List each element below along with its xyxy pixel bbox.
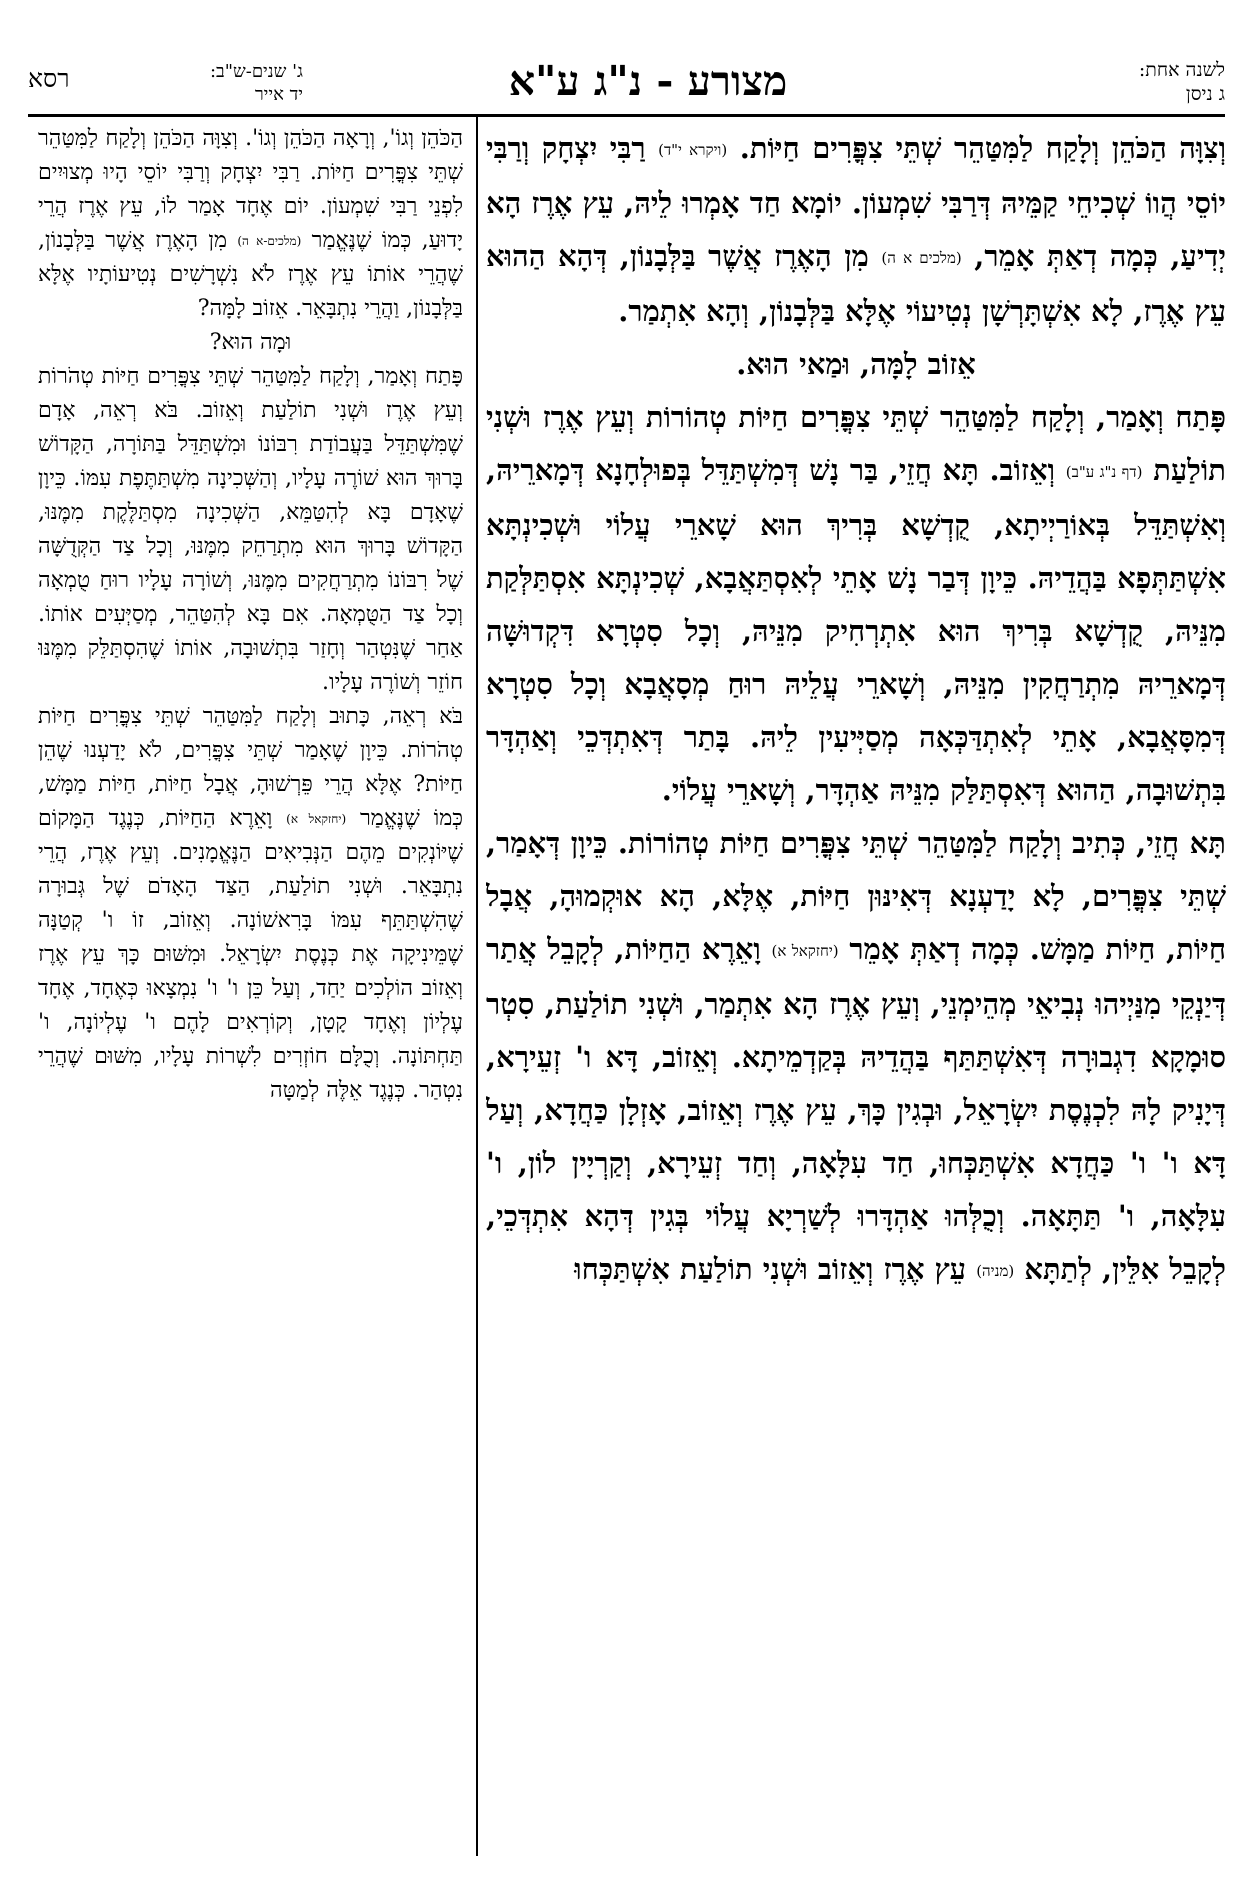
source-reference: (מלכים-א ה) [237, 234, 302, 248]
source-reference: (יחזקאל א) [771, 942, 839, 960]
study-schedule-one-year [1005, 58, 1225, 106]
column-divider [476, 116, 478, 1856]
main-text: פָּתַח וְאָמַר, וְלָקַח לַמִּטַּהֵר שְׁתֵּי צִפֳּרִים חַיּוֹת טְהוֹרוֹת וְעֵץ אֶרֶז וּשְׁנִי תוֹלַעַת [486, 400, 1226, 487]
side-column-hebrew-translation [38, 122, 463, 1867]
side-text: בֹּא רְאֵה, כָּתוּב וְלָקַח לַמִּטַּהֵר שְׁתֵּי צִפֳּרִים חַיּוֹת טְהֹרוֹת. כֵּיוָן שֶׁאָמַר שְׁתֵּי צִפֳּרִים, לֹא יָדַעְנוּ שֶׁהֵן חַיּוֹת? אֶלָּא הֲרֵי פֵּרְשׁוּהָ, אֲבָל חַיּוֹת, חַיּוֹת מַמָּשׁ, כְּמוֹ שֶׁנֶּאֱמַר [38, 704, 463, 831]
source-reference: (מלכים א ה) [881, 249, 962, 267]
three-year-schedule [123, 60, 303, 106]
main-text: וְצִוָּה הַכֹּהֵן וְלָקַח לַמִּטַּהֵר שְׁתֵּי צִפֳּרִים חַיּוֹת. [739, 131, 1226, 165]
side-paragraph-4 [38, 700, 463, 1108]
main-text: עֵץ אֶרֶז וְאֵזוֹב וּשְׁנִי תוֹלַעַת אִשְׁתַּכְּחוּ [574, 1252, 967, 1286]
folio-reference: (דף נ"ג ע"ב) [1065, 463, 1143, 481]
source-reference: (יחזקאל א) [286, 812, 347, 826]
side-text: מִן הָאֶרֶז אֲשֶׁר בַּלְּבָנוֹן, שֶׁהֲרֵי אוֹתוֹ עֵץ אֶרֶז לֹא נִשְׁרָשִׁים נְטִיעוֹתָיו אֶלָּא בַּלְּבָנוֹן, וַהֲרֵי נִתְבָּאֵר. אֵזוֹב לָמָּה? [38, 228, 463, 321]
main-paragraph-3 [486, 391, 1226, 817]
page-header [28, 52, 1225, 112]
schedule-label: לשנה אחת: [1138, 59, 1225, 81]
side-paragraph-1 [38, 122, 463, 326]
side-paragraph-2: וּמָה הוּא? [209, 330, 292, 355]
header-rule [28, 114, 1225, 117]
main-text: וָאֵרֶא הַחַיּוֹת, לְקָבֵל אֲתַר דְּיַנְקֵי מִנַּיְיהוּ נְבִיאֵי מְהֵימְנֵי, וְעֵץ אֶרֶז הָא אִתְמַר, וּשְׁנִי תוֹלַעַת, סִטְר סוּמָקָא דִגְבוּרָה דְּאִשְׁתַּתַּף בַּהֲדֵיהּ בְּקַדְמֵיתָא. וְאֵזוֹב, דָּא ו' זְעֵירָא, דְּיָנִיק לָהּ לִכְנֶסֶת יִשְׂרָאֵל, וּבְגִין כָּךְ, עֵץ אֶרֶז וְאֵזוֹב, אָזְלָן כַּחֲדָא, וְעַל דָּא ו' ו' כַּחֲדָא אִשְׁתַּכְּחוּ, חַד עִלָּאָה, וְחַד זְעֵירָא, וְקַרְיָין לוֹן, ו' עִלָּאָה, ו' תַּתָּאָה. וְכֻלְּהוּ אַהְדָּרוּ לְשַׁרְיָא עֲלוֹי בְּגִין דְּהָא אִתְדְּכֵי, לְקָבֵל אִלֵּין, לְתַתָּא [486, 932, 1226, 1286]
main-text: מִן הָאֶרֶז אֲשֶׁר בַּלְּבָנוֹן, דְּהָא הַהוּא עֵץ אֶרֶז, לָא אִשְׁתָּרְשָׁן נְטִיעוֹי אֶלָּא בַּלְּבָנוֹן, וְהָא אִתְמַר. [486, 239, 1226, 328]
side-text: וָאֵרֶא הַחַיּוֹת, כְּנֶגֶד הַמָּקוֹם שֶׁיּוֹנְקִים מֵהֶם הַנְּבִיאִים הַנֶּאֱמָנִים. וְעֵץ אֶרֶז, הֲרֵי נִתְבָּאֵר. וּשְׁנִי תוֹלַעַת, הַצַּד הָאָדֹם שֶׁל גְּבוּרָה שֶׁהִשְׁתַּתֵּף עִמּוֹ בָּרִאשׁוֹנָה. וְאֵזוֹב, זוֹ ו' קְטַנָּה שֶׁמֵּינִיקָה אֶת כְּנֶסֶת יִשְׂרָאֵל. וּמִשּׁוּם כָּךְ עֵץ אֶרֶז וְאֵזוֹב הוֹלְכִים יַחַד, וְעַל כֵּן ו' ו' נִמְצָאוּ כְּאֶחָד, אֶחָד עֶלְיוֹן וְאֶחָד קָטָן, וְקוֹרְאִים לָהֶם ו' עֶלְיוֹנָה, ו' תַּחְתּוֹנָה. וְכֻלָּם חוֹזְרִים לִשְׁרוֹת עָלָיו, מִשּׁוּם שֶׁהֲרֵי נִטְהַר. כְּנֶגֶד אֵלֶּה לְמַטָּה [38, 806, 463, 1103]
textual-variant: (מניה) [976, 1262, 1015, 1280]
main-paragraph-4 [486, 817, 1226, 1298]
side-paragraph-3: פָּתַח וְאָמַר, וְלָקַח לַמִּטַּהֵר שְׁתֵּי צִפֳּרִים חַיּוֹת טְהֹרוֹת וְעֵץ אֶרֶז וּשְׁנִי תוֹלַעַת וְאֵזוֹב. בֹּא רְאֵה, אָדָם שֶׁמִּשְׁתַּדֵּל בַּעֲבוֹדַת רִבּוֹנוֹ וּמִשְׁתַּדֵּל בַּתּוֹרָה, הַקָּדוֹשׁ בָּרוּךְ הוּא שׁוֹרֶה עָלָיו, וְהַשְּׁכִינָה מִשְׁתַּתֶּפֶת עִמּוֹ. כֵּיוָן שֶׁאָדָם בָּא לְהִטַּמֵּא, הַשְּׁכִינָה מִסְתַּלֶּקֶת מִמֶּנּוּ, הַקָּדוֹשׁ בָּרוּךְ הוּא מִתְרַחֵק מִמֶּנּוּ, וְכָל צַד הַקְּדֻשָּׁה שֶׁל רִבּוֹנוֹ מִתְרַחֲקִים מִמֶּנּוּ, וְשׁוֹרָה עָלָיו רוּחַ טֻמְאָה וְכָל צַד הַטֻּמְאָה. אִם בָּא לְהִטַּהֵר, מְסַיְּעִים אוֹתוֹ. אַחַר שֶׁנִּטְהַר וְחָזַר בִּתְשׁוּבָה, אוֹתוֹ שֶׁהִסְתַּלֵּק מִמֶּנּוּ חוֹזֵר וְשׁוֹרֶה עָלָיו. [38, 364, 463, 695]
source-reference: (ויקרא י"ד) [658, 141, 728, 159]
main-text: רַבִּי יִצְחָק וְרַבִּי יוֹסֵי הֲווֹ שְׁכִיחֵי קַמֵּיהּ דְּרַבִּי שִׁמְעוֹן. יוֹמָא חַד אָמְרוּ לֵיהּ, עֵץ אֶרֶז הָא יְדִיעַ, כְּמָה דְאַתְּ אָמֵר, [486, 131, 1226, 273]
three-year-label: ג' שנים-ש"ב: [209, 61, 303, 82]
three-year-date: יד אייר [254, 84, 303, 105]
main-text: וְאֵזוֹב. תָּא חֲזֵי, בַּר נָשׁ דְּמִשְׁתַּדֵּל בְּפוּלְחָנָא דְּמָארֵיהּ, וְאִשְׁתַּדֵּל בְּאוֹרַיְיתָא, קֻדְשָׁא בְּרִיךְ הוּא שָׁארֵי עֲלוֹי וּשְׁכִינְתָּא אִשְׁתַּתְּפָא בַּהֲדֵיהּ. כֵּיוָן דְּבַר נָשׁ אָתֵי לְאִסְתַּאֲבָא, שְׁכִינְתָּא אִסְתַּלְּקַת מִנֵּיהּ, קֻדְשָׁא בְּרִיךְ הוּא אִתְרְחִיק מִנֵּיהּ, וְכָל סִטְרָא דִּקְדוּשָּׁה דְּמָארֵיהּ מִתְרַחֲקִין מִנֵּיהּ, וְשָׁארֵי עֲלֵיהּ רוּחַ מְסָאֲבָא וְכָל סִטְרָא דְּמִסָּאֲבָא, אָתֵי לְאִתְדַּכְּאָה מְסַיְּיעִין לֵיהּ. בָּתַר דְּאִתְדְּכֵי וְאַהְדָּר בִּתְשׁוּבָה, הַהוּא דְּאִסְתַּלַּק מִנֵּיהּ אַהְדָּר, וְשָׁארֵי עֲלוֹי. [486, 453, 1226, 807]
page-title: מצורע - נ"ג ע"א [508, 57, 788, 105]
main-text: תָּא חֲזֵי, כְּתִיב וְלָקַח לַמִּטַּהֵר שְׁתֵּי צִפֳּרִים חַיּוֹת טְהוֹרוֹת. כֵּיוָן דְּאָמַר, שְׁתֵּי צִפֳּרִים, לָא יָדַעְנָא דְּאִינּוּן חַיּוֹת, אֶלָּא, הָא אוּקְמוּהָ, אֲבָל חַיּוֹת, חַיּוֹת מַמָּשׁ. כְּמָה דְאַתְּ אָמֵר [486, 826, 1226, 966]
schedule-date: ג ניסן [1185, 83, 1225, 105]
main-paragraph-1 [486, 122, 1226, 338]
page-number: רסא [28, 64, 70, 93]
main-paragraph-2: אֵזוֹב לָמָּה, וּמַאי הוּא. [736, 347, 976, 381]
main-column-aramaic [486, 122, 1226, 1867]
side-text: הַכֹּהֵן וְגוֹ', וְרָאָה הַכֹּהֵן וְגוֹ'. וְצִוָּה הַכֹּהֵן וְלָקַח לַמִּטַּהֵר שְׁתֵּי צִפֳּרִים חַיּוֹת. רַבִּי יִצְחָק וְרַבִּי יוֹסֵי הָיוּ מְצוּיִים לִפְנֵי רַבִּי שִׁמְעוֹן. יוֹם אֶחָד אָמַר לוֹ, עֵץ אֶרֶז הֲרֵי יָדוּעַ, כְּמוֹ שֶׁנֶּאֱמַר [38, 126, 463, 253]
